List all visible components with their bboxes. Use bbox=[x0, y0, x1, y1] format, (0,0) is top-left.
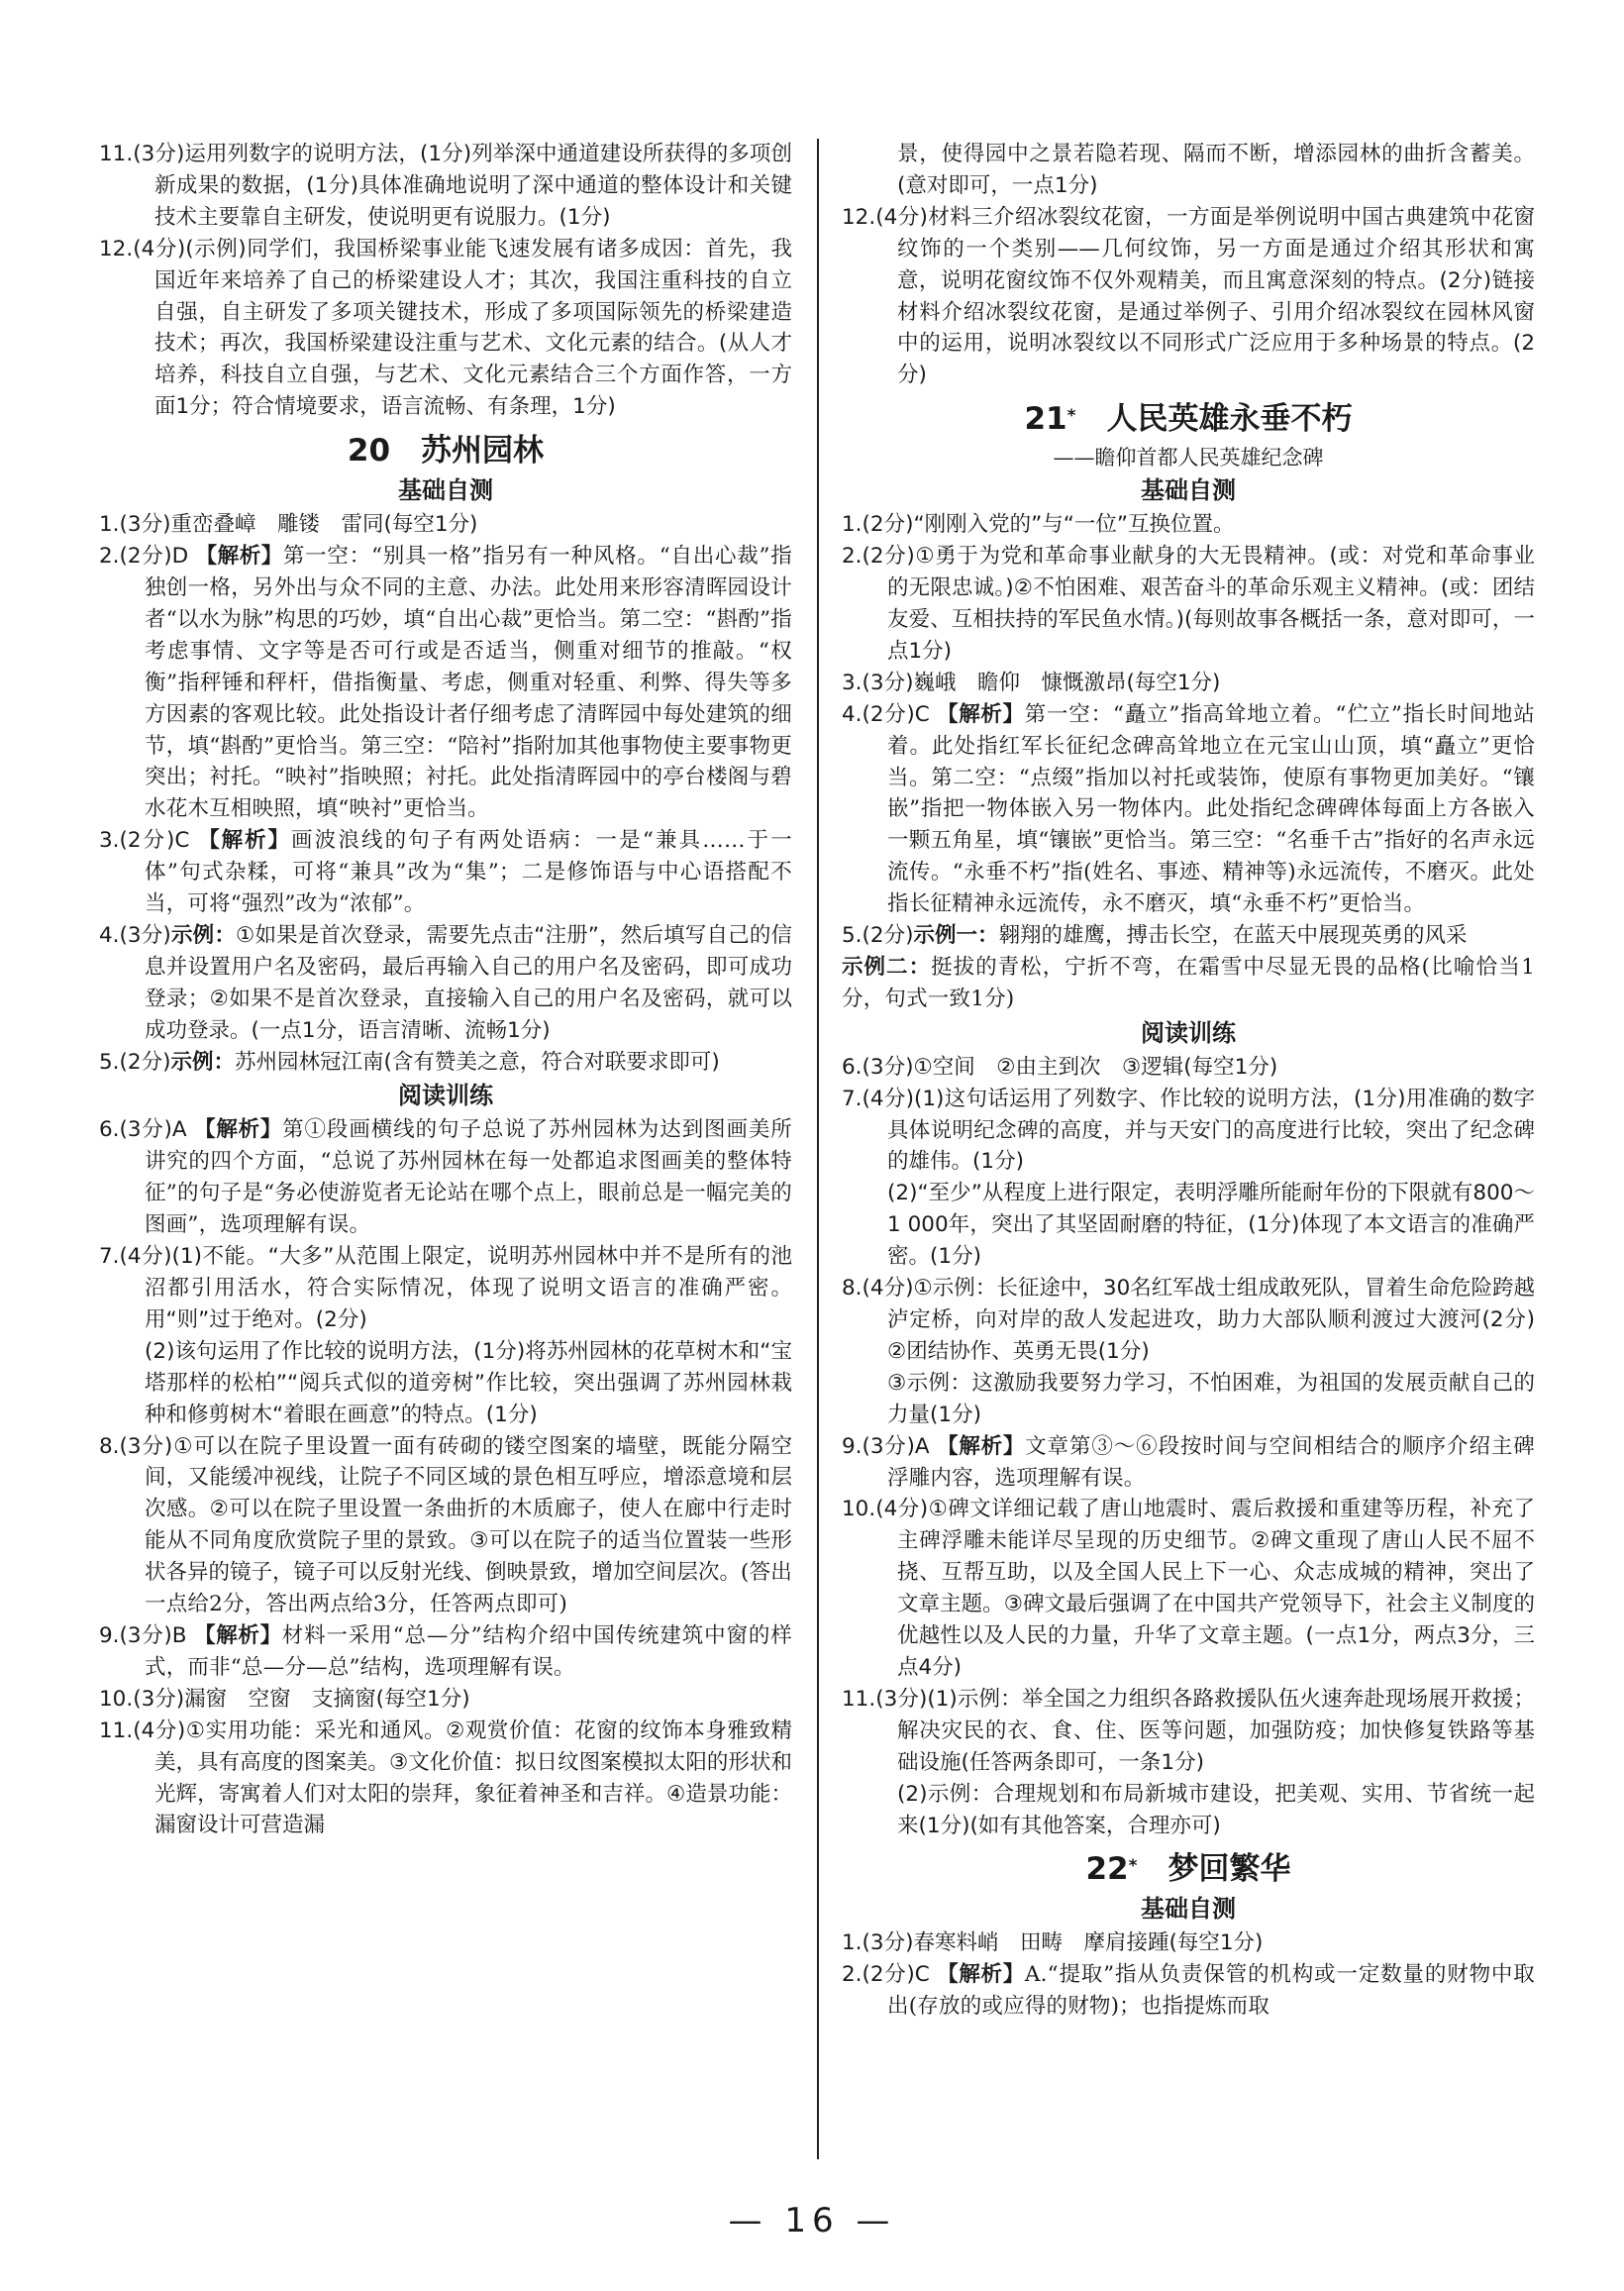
answer-item: 9.(3分)A 【解析】文章第③～⑥段按时间与空间相结合的顺序介绍主碑浮雕内容，选项理解有误。 bbox=[842, 1433, 1535, 1491]
section-title-22: 22* 梦回繁华 bbox=[1085, 1851, 1291, 1888]
answer-continuation: (2)“至少”从程度上进行限定，表明浮雕所能耐年份的下限就有800～1 000年，突出了其坚固耐磨的特征，(1分)体现了本文语言的准确严密。(1分) bbox=[887, 1181, 1535, 1270]
left-column bbox=[99, 139, 792, 2159]
page-number: — 16 — bbox=[728, 2201, 896, 2240]
answer-item: 5.(2分)示例一：翱翔的雄鹰，搏击长空，在蓝天中展现英勇的风采 bbox=[842, 923, 1468, 949]
answer-item: 10.(3分)漏窗 空窗 支摘窗(每空1分) bbox=[99, 1686, 470, 1712]
answer-continuation: 景，使得园中之景若隐若现、隔而不断，增添园林的曲折含蓄美。(意对即可，一点1分) bbox=[897, 142, 1535, 198]
subheading-jichu: 基础自测 bbox=[398, 476, 493, 505]
answer-item: 8.(3分)①可以在院子里设置一面有砖砌的镂空图案的墙壁，既能分隔空间，又能缓冲视线，让院子不同区域的景色相互呼应，增添意境和层次感。②可以在院子里设置一条曲折的木质廊子，使人在廊中行走时能从不同角度欣赏院子里的景致。③可以在院子的适当位置装一些形状各异的镜子，镜子可以反射光线、倒映景致，增加空间层次。(答出一点给2分，答出两点给3分，任答两点即可) bbox=[99, 1433, 793, 1617]
answer-item: 11.(4分)①实用功能：采光和通风。②观赏价值：花窗的纹饰本身雅致精美，具有高度的图案美。③文化价值：拟日纹图案模拟太阳的形状和光辉，寄寓着人们对太阳的崇拜，象征着神圣和吉祥。④造景功能：漏窗设计可营造漏 bbox=[99, 1718, 792, 1838]
section-title-21: 21* 人民英雄永垂不朽 bbox=[1024, 401, 1353, 438]
answer-item: 9.(3分)B 【解析】材料一采用“总—分”结构介绍中国传统建筑中窗的样式，而非“总—分—总”结构，选项理解有误。 bbox=[99, 1622, 792, 1680]
section-subtitle-21: ——瞻仰首都人民英雄纪念碑 bbox=[1053, 446, 1324, 470]
answer-item: 12.(4分)材料三介绍冰裂纹花窗，一方面是举例说明中国古典建筑中花窗纹饰的一个类别——几何纹饰，另一方面是通过介绍其形状和寓意，说明花窗纹饰不仅外观精美，而且寓意深刻的特点。(2分)链接材料介绍冰裂纹花窗，是通过举例子、引用介绍冰裂纹在园林风窗中的运用，说明冰裂纹以不同形式广泛应用于多种场景的特点。(2分) bbox=[842, 204, 1535, 388]
answer-continuation: (2)示例：合理规划和布局新城市建设，把美观、实用、节省统一起来(1分)(如有其他答案，合理亦可) bbox=[897, 1781, 1535, 1838]
answer-continuation: ③示例：这激励我要努力学习，不怕困难，为祖国的发展贡献自己的力量(1分) bbox=[887, 1370, 1535, 1427]
answer-item: 1.(2分)“刚刚入党的”与“一位”互换位置。 bbox=[842, 512, 1235, 538]
answer-item: 5.(2分)示例：苏州园林冠江南(含有赞美之意，符合对联要求即可) bbox=[99, 1049, 720, 1075]
answer-item: 12.(4分)(示例)同学们，我国桥梁事业能飞速发展有诸多成因：首先，我国近年来培养了自己的桥梁建设人才；其次，我国注重科技的自立自强，自主研发了多项关键技术，形成了多项国际领先的桥梁建造技术；再次，我国桥梁建设注重与艺术、文化元素的结合。(从人才培养，科技自立自强，与艺术、文化元素结合三个方面作答，一方面1分；符合情境要求，语言流畅、有条理，1分) bbox=[99, 236, 792, 420]
subheading-yuedu: 阅读训练 bbox=[398, 1082, 493, 1110]
answer-item: 2.(2分)D 【解析】第一空：“别具一格”指另有一种风格。“自出心裁”指独创一格，另外出与众不同的主意、办法。此处用来形容清晖园设计者“以水为脉”构思的巧妙，填“自出心裁”更恰当。第二空：“斟酌”指考虑事情、文字等是否可行或是否适当，侧重对细节的推敲。“权衡”指秤锤和秤杆，借指衡量、考虑，侧重对轻重、利弊、得失等多方因素的客观比较。此处指设计者仔细考虑了清晖园中每处建筑的细节，填“斟酌”更恰当。第三空：“陪衬”指附加其他事物使主要事物更突出；衬托。“映衬”指映照；衬托。此处指清晖园中的亭台楼阁与碧水花木互相映照，填“映衬”更恰当。 bbox=[99, 544, 792, 822]
answer-page bbox=[99, 139, 1557, 2159]
answer-item: 7.(4分)(1)这句话运用了列数字、作比较的说明方法，(1分)用准确的数字具体说明纪念碑的高度，并与天安门的高度进行比较，突出了纪念碑的雄伟。(1分) bbox=[842, 1086, 1535, 1175]
subheading-jichu: 基础自测 bbox=[1141, 476, 1236, 505]
answer-item: 10.(4分)①碑文详细记载了唐山地震时、震后救援和重建等历程，补充了主碑浮雕未能详尽呈现的历史细节。②碑文重现了唐山人民不屈不挠、互帮互助，以及全国人民上下一心、众志成城的精神，突出了文章主题。③碑文最后强调了在中国共产党领导下，社会主义制度的优越性以及人民的力量，升华了文章主题。(一点1分，两点3分，三点4分) bbox=[842, 1497, 1535, 1680]
subheading-jichu: 基础自测 bbox=[1141, 1895, 1236, 1924]
column-divider bbox=[817, 139, 819, 2159]
answer-item: 1.(3分)春寒料峭 田畴 摩肩接踵(每空1分) bbox=[842, 1930, 1264, 1956]
answer-item: 6.(3分)A 【解析】第①段画横线的句子总说了苏州园林为达到图画美所讲究的四个方面，“总说了苏州园林在每一处都追求图画美的整体特征”的句子是“务必使游览者无论站在哪个点上，眼前总是一幅完美的图画”，选项理解有误。 bbox=[99, 1117, 792, 1238]
subheading-yuedu: 阅读训练 bbox=[1141, 1018, 1236, 1047]
answer-item: 1.(3分)重峦叠嶂 雕镂 雷同(每空1分) bbox=[99, 512, 478, 538]
answer-item: 2.(2分)C 【解析】A.“提取”指从负责保管的机构或一定数量的财物中取出(存放的或应得的财物)；也指提炼而取 bbox=[842, 1962, 1535, 2020]
answer-item: 11.(3分)运用列数字的说明方法，(1分)列举深中通道建设所获得的多项创新成果的数据，(1分)具体准确地说明了深中通道的整体设计和关键技术主要靠自主研发，使说明更有说服力。(1分) bbox=[99, 142, 792, 230]
answer-item: 4.(3分)示例：①如果是首次登录，需要先点击“注册”，然后填写自己的信息并设置用户名及密码，最后再输入自己的用户名及密码，即可成功登录；②如果不是首次登录，直接输入自己的用户名及密码，就可以成功登录。(一点1分，语言清晰、流畅1分) bbox=[99, 922, 792, 1043]
answer-continuation: (2)该句运用了作比较的说明方法，(1分)将苏州园林的花草树木和“宝塔那样的松柏”“阅兵式似的道旁树”作比较，突出强调了苏州园林栽种和修剪树木“着眼在画意”的特点。(1分) bbox=[145, 1338, 792, 1427]
answer-item: 6.(3分)①空间 ②由主到次 ③逻辑(每空1分) bbox=[842, 1054, 1278, 1080]
answer-continuation: 示例二：挺拔的青松，宁折不弯，在霜雪中尽显无畏的品格(比喻恰当1分，句式一致1分) bbox=[842, 954, 1535, 1011]
answer-item: 2.(2分)①勇于为党和革命事业献身的大无畏精神。(或：对党和革命事业的无限忠诚。)②不怕困难、艰苦奋斗的革命乐观主义精神。(或：团结友爱、互相扶持的军民鱼水情。)(每则故事各概括一条，意对即可，一点1分) bbox=[842, 544, 1535, 664]
right-column bbox=[842, 139, 1557, 2159]
answer-item: 3.(2分)C 【解析】画波浪线的句子有两处语病：一是“兼具……于一体”句式杂糅，可将“兼具”改为“集”；二是修饰语与中心语搭配不当，可将“强烈”改为“浓郁”。 bbox=[99, 828, 792, 917]
answer-item: 3.(3分)巍峨 瞻仰 慷慨激昂(每空1分) bbox=[842, 670, 1221, 695]
answer-item: 11.(3分)(1)示例：举全国之力组织各路救援队伍火速奔赴现场展开救援；解决灾民的衣、食、住、医等问题，加强防疫；加快修复铁路等基础设施(任答两条即可，一条1分) bbox=[842, 1686, 1535, 1775]
answer-item: 7.(4分)(1)不能。“大多”从范围上限定，说明苏州园林中并不是所有的池沼都引用活水，符合实际情况，体现了说明文语言的准确严密。用“则”过于绝对。(2分) bbox=[99, 1244, 792, 1332]
answer-item: 8.(4分)①示例：长征途中，30名红军战士组成敢死队，冒着生命危险跨越泸定桥，向对岸的敌人发起进攻，助力大部队顺利渡过大渡河(2分) ②团结协作、英勇无畏(1分) bbox=[842, 1276, 1557, 1364]
answer-item: 4.(2分)C 【解析】第一空：“矗立”指高耸地立着。“伫立”指长时间地站着。此处指红军长征纪念碑高耸地立在元宝山山顶，填“矗立”更恰当。第二空：“点缀”指加以衬托或装饰，使原有事物更加美好。“镶嵌”指把一物体嵌入另一物体内。此处指纪念碑碑体每面上方各嵌入一颗五角星，填“镶嵌”更恰当。第三空：“名垂千古”指好的名声永远流传。“永垂不朽”指(姓名、事迹、精神等)永远流传，不磨灭。此处指长征精神永远流传，永不磨灭，填“永垂不朽”更恰当。 bbox=[842, 701, 1535, 917]
section-title-20: 20 苏州园林 bbox=[347, 433, 545, 469]
